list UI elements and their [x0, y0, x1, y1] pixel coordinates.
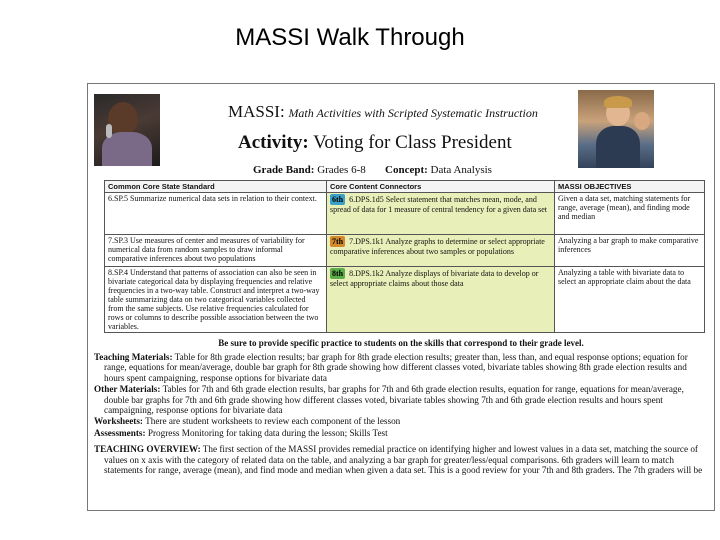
- ccc-cell: [327, 267, 555, 333]
- ccc-text: 8.DPS.1k2 Analyze displays of bivariate data to develop or select appropriate claims about those data: [330, 269, 539, 288]
- table-row: [105, 267, 705, 333]
- slide-title: MASSI Walk Through: [235, 24, 465, 51]
- activity-title: [238, 132, 512, 154]
- concept-label: Concept:: [385, 164, 428, 176]
- grade-concept-line: [253, 164, 492, 176]
- ccc-text: 7.DPS.1k1 Analyze graphs to determine or select appropriate comparative inferences about two samples or populations: [330, 237, 545, 256]
- teaching-materials: [94, 352, 709, 383]
- ccc-cell: [327, 193, 555, 235]
- worksheets-label: Worksheets:: [94, 416, 143, 427]
- teaching-overview-label: TEACHING OVERVIEW:: [94, 444, 201, 455]
- standards-table: [104, 180, 705, 333]
- teaching-overview-text: The first section of the MASSI provides remedial practice on identifying higher and lowest values in a data set, matching the source of values on x axis with the category of related data on the table, and analyzing a bar graph for greater/less/equal comparisons. 6th graders will learn to match statements for range, average (mean), and find mode and median when given a data set. This is a good review for your 7th and 8th graders. The 7th graders will be: [104, 444, 703, 476]
- ccc-cell: [327, 235, 555, 267]
- grade-badge: 8th: [332, 269, 344, 278]
- column-header: Core Content Connectors: [327, 181, 555, 193]
- other-materials-text: Tables for 7th and 6th grade election results, bar graphs for 7th and 6th grade election results, equation for range, equations for mean/average, double bar graphs for 7th and 6th grade showing how different classes voted, bivariate tables showing 7th and 6th grade election results and hours spent campaigning, response options for bivariate data: [104, 384, 684, 416]
- teaching-materials-label: Teaching Materials:: [94, 352, 173, 362]
- assessments-label: Assessments:: [94, 427, 146, 438]
- column-header: Common Core State Standard: [105, 181, 327, 193]
- other-materials-label: Other Materials:: [94, 384, 161, 395]
- lesson-materials: [94, 352, 709, 476]
- worksheets: [94, 416, 709, 426]
- objective-cell: Analyzing a bar graph to make comparative inferences: [555, 235, 705, 267]
- grade-level-note: Be sure to provide specific practice to students on the skills that correspond to their grade level.: [218, 338, 584, 348]
- ccss-cell: 7.SP.3 Use measures of center and measures of variability for numerical data from random samples to draw informal comparative inferences about two populations: [105, 235, 327, 267]
- student-photo-right: [578, 90, 654, 168]
- table-header-row: [105, 181, 705, 193]
- table-row: [105, 235, 705, 267]
- table-row: [105, 193, 705, 235]
- teaching-materials-text: Table for 8th grade election results; bar graph for 8th grade election results; greater than, less than, and equal response options; equation for range, equations for mean/average, double bar graph for 8th grade showing how different classes voted, bivariate tables showing 8th grade election results and hours spent campaigning, response options for bivariate data: [104, 352, 688, 383]
- brand-subtitle: Math Activities with Scripted Systematic Instruction: [288, 106, 538, 120]
- objective-cell: Analyzing a table with bivariate data to select an appropriate claim about the data: [555, 267, 705, 333]
- grade-band-value: Grades 6-8: [317, 164, 366, 176]
- grade-band-label: Grade Band:: [253, 164, 315, 176]
- other-materials: [94, 384, 709, 415]
- grade-badge: 6th: [332, 195, 344, 204]
- assessments: [94, 428, 709, 438]
- activity-name: Voting for Class President: [313, 132, 512, 153]
- objective-cell: Given a data set, matching statements for range, average (mean), and finding mode and median: [555, 193, 705, 235]
- ccc-text: 6.DPS.1d5 Select statement that matches mean, mode, and spread of data for 1 measure of central tendency for a given data set: [330, 195, 548, 214]
- assessments-text: Progress Monitoring for taking data during the lesson; Skills Test: [147, 427, 388, 438]
- lesson-document: [87, 83, 715, 511]
- activity-label: Activity:: [238, 132, 309, 153]
- teaching-overview: [94, 444, 709, 475]
- grade-badge: 7th: [332, 237, 344, 246]
- student-photo-left: [94, 94, 160, 166]
- ccss-cell: 8.SP.4 Understand that patterns of association can also be seen in bivariate categorical data by displaying frequencies and relative frequencies in a two-way table. Construct and interpret a two-way table summarizing data on two categorical variables collected from the same subjects. Use relative frequencies calculated for rows or columns to describe possible association between the two variables.: [105, 267, 327, 333]
- column-header: MASSI OBJECTIVES: [555, 181, 705, 193]
- worksheets-text: There are student worksheets to review each component of the lesson: [145, 416, 401, 427]
- concept-value: Data Analysis: [430, 164, 492, 176]
- massi-brand: [228, 102, 538, 122]
- ccss-cell: 6.SP.5 Summarize numerical data sets in relation to their context.: [105, 193, 327, 235]
- brand-name: MASSI:: [228, 102, 285, 121]
